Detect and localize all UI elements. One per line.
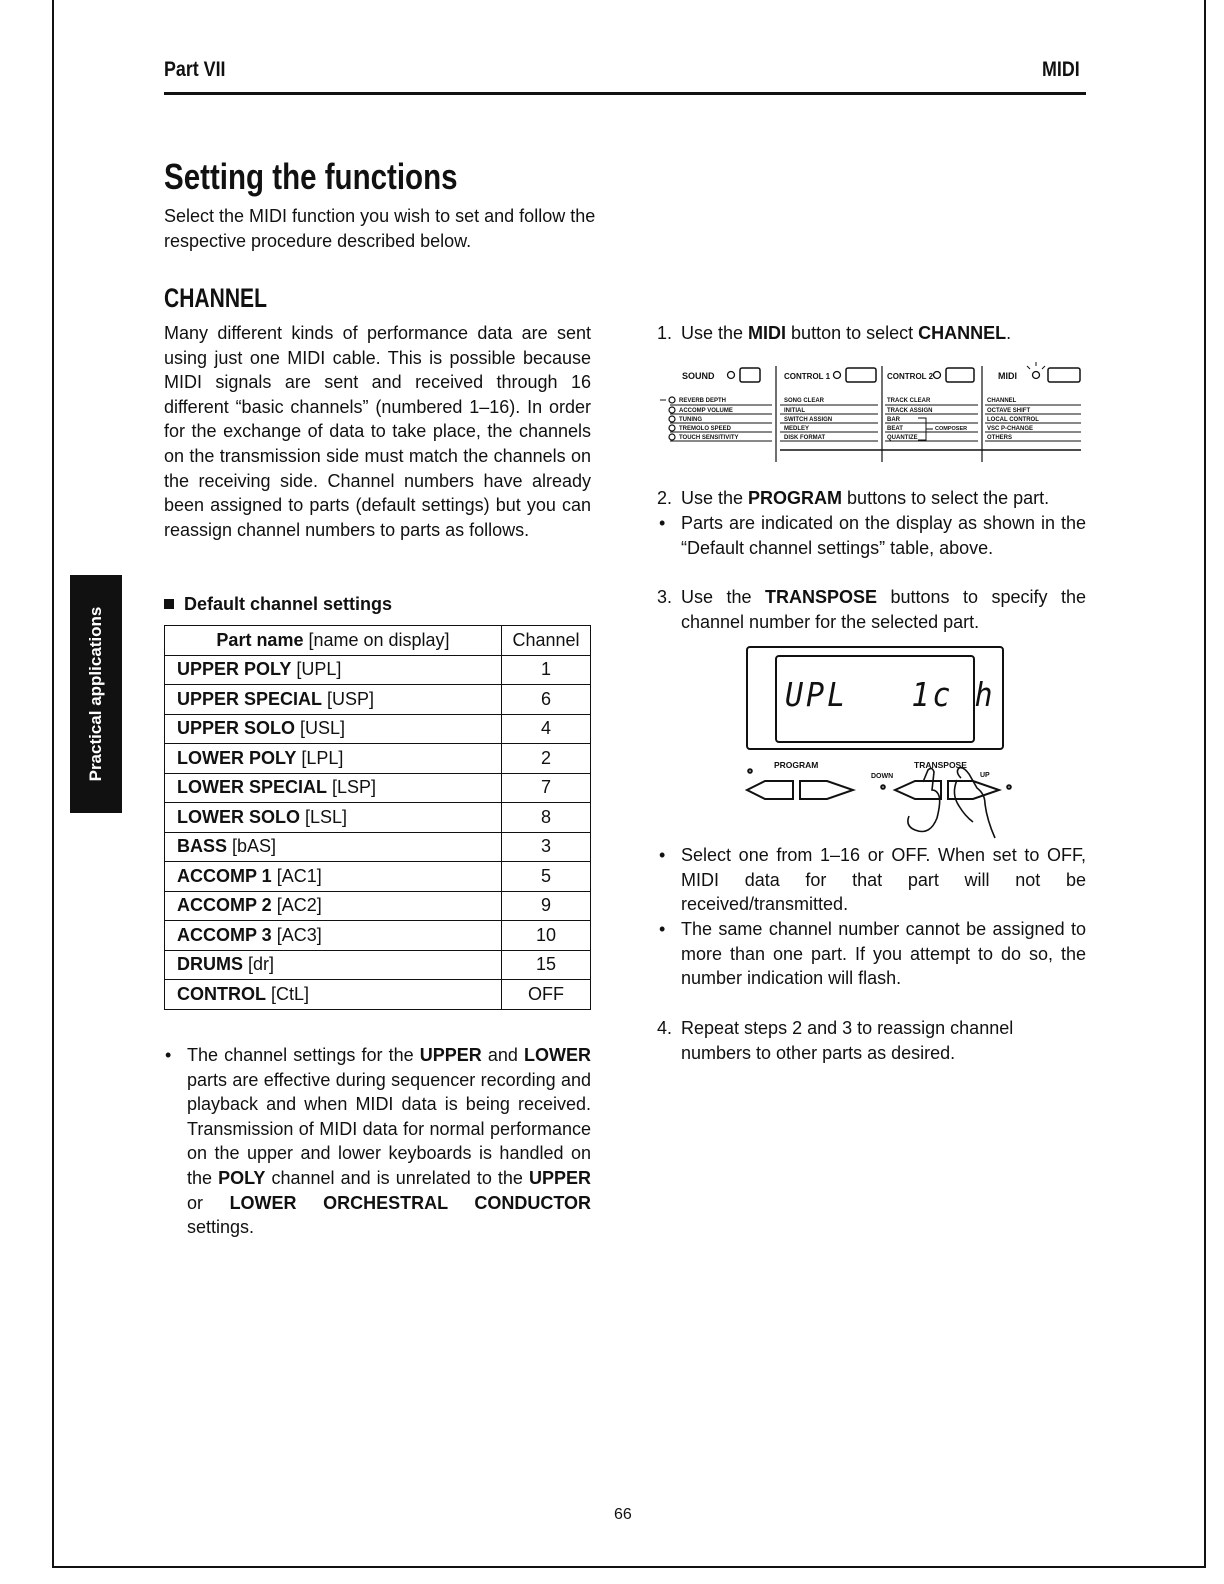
panel-col1-item: REVERB DEPTH xyxy=(679,398,727,404)
program-label: PROGRAM xyxy=(774,760,819,770)
panel-col4-item: LOCAL CONTROL xyxy=(987,417,1039,423)
lcd-display-text: UPL 1c h xyxy=(785,676,996,715)
channel-note: • The channel settings for the UPPER and LOWER parts are effective during sequencer recording and playback and when MIDI data is being received. Transmission of MIDI data for normal performance on the upper and lower keyboards is handled on the POLY channel and is unrelated to the UPPER or LOWER ORCHESTRAL CONDUCTOR settings. xyxy=(165,1045,591,1238)
table-row xyxy=(165,862,591,892)
table-row xyxy=(165,950,591,980)
table-row xyxy=(165,773,591,803)
table-row xyxy=(165,655,591,685)
panel-col4-item: OCTAVE SHIFT xyxy=(987,408,1031,414)
step-3-bullet-2: • The same channel number cannot be assigned to more than one part. If you attempt to do so, the number indication will flash. xyxy=(659,919,1086,989)
channel-paragraph: Many different kinds of performance data are sent using just one MIDI cable. This is possible because MIDI signals are sent and received through 16 different “basic channels” (numbered 1–16). In order for the exchange of data to take place, the channels on the transmission side must match the channels on the receiving side. Channel numbers have already been assigned to parts (default settings) but you can reassign channel numbers to parts as follows. xyxy=(164,323,591,540)
channel-cell: OFF xyxy=(502,980,591,1010)
table-row xyxy=(165,803,591,833)
bullet-dot-icon: • xyxy=(165,1045,172,1065)
program-transpose-buttons xyxy=(745,760,1015,850)
up-label: UP xyxy=(980,772,990,779)
panel-col3-item: TRACK CLEAR xyxy=(887,398,931,404)
transpose-label: TRANSPOSE xyxy=(914,760,967,770)
table-title-text: Default channel settings xyxy=(184,594,393,614)
panel-col4-item: CHANNEL xyxy=(987,398,1017,404)
page-frame-right xyxy=(1204,0,1206,1568)
panel-col4-item: VSC P-CHANGE xyxy=(987,426,1034,432)
side-tab xyxy=(70,575,122,813)
channel-cell: 6 xyxy=(502,685,591,715)
part-name-cell: DRUMS [dr] xyxy=(165,950,502,980)
bullet-dot-icon: • xyxy=(659,845,666,865)
step-2-bullet: • Parts are indicated on the display as shown in the “Default channel settings” table, above. xyxy=(659,513,1086,558)
channel-heading: CHANNEL xyxy=(164,283,267,313)
table-title xyxy=(164,594,392,615)
channel-cell: 15 xyxy=(502,950,591,980)
control-panel-diagram xyxy=(656,358,1086,468)
channel-table xyxy=(164,625,591,1010)
part-name-cell: UPPER SPECIAL [USP] xyxy=(165,685,502,715)
channel-cell: 10 xyxy=(502,921,591,951)
table-header-row xyxy=(165,626,591,656)
step-3-bullet-1: • Select one from 1–16 or OFF. When set to OFF, MIDI data for that part will not be received/transmitted. xyxy=(659,845,1086,915)
page-frame-bottom xyxy=(52,1566,1206,1568)
header-channel: Channel xyxy=(502,626,591,656)
panel-col1-item: TOUCH SENSITIVITY xyxy=(679,435,739,441)
page-title: Setting the functions xyxy=(164,156,458,197)
part-name-cell: ACCOMP 1 [AC1] xyxy=(165,862,502,892)
channel-cell: 9 xyxy=(502,891,591,921)
part-name-cell: LOWER POLY [LPL] xyxy=(165,744,502,774)
side-tab-label: Practical applications xyxy=(86,606,105,782)
channel-cell: 1 xyxy=(502,655,591,685)
panel-col1-item: TUNING xyxy=(679,417,702,423)
panel-group-midi: MIDI xyxy=(998,371,1017,381)
page-frame-left xyxy=(52,0,54,1568)
part-name-cell: LOWER SPECIAL [LSP] xyxy=(165,773,502,803)
page-number: 66 xyxy=(614,1506,632,1523)
square-bullet-icon xyxy=(164,599,174,609)
panel-col2-item: MEDLEY xyxy=(784,426,810,432)
bullet-dot-icon: • xyxy=(659,513,666,533)
panel-col2-item: DISK FORMAT xyxy=(784,435,826,441)
panel-col2-item: INITIAL xyxy=(784,408,805,414)
panel-group-control2: CONTROL 2 xyxy=(887,372,934,381)
panel-col3-item: QUANTIZE xyxy=(887,435,918,441)
part-name-cell: ACCOMP 3 [AC3] xyxy=(165,921,502,951)
panel-group-sound: SOUND xyxy=(682,371,715,381)
part-name-cell: LOWER SOLO [LSL] xyxy=(165,803,502,833)
header-part: Part VII xyxy=(164,58,226,81)
part-name-cell: CONTROL [CtL] xyxy=(165,980,502,1010)
part-name-cell: UPPER POLY [UPL] xyxy=(165,655,502,685)
program-down-button xyxy=(747,781,793,799)
table-row xyxy=(165,832,591,862)
panel-col1-item: ACCOMP VOLUME xyxy=(679,408,733,414)
header-section: MIDI xyxy=(1042,58,1080,81)
down-label: DOWN xyxy=(871,773,894,780)
panel-col1-item: TREMOLO SPEED xyxy=(679,426,732,432)
table-row xyxy=(165,685,591,715)
channel-cell: 2 xyxy=(502,744,591,774)
part-name-cell: BASS [bAS] xyxy=(165,832,502,862)
part-name-cell: ACCOMP 2 [AC2] xyxy=(165,891,502,921)
header-rule xyxy=(164,92,1086,95)
bullet-dot-icon: • xyxy=(659,919,666,939)
table-row xyxy=(165,744,591,774)
part-name-cell: UPPER SOLO [USL] xyxy=(165,714,502,744)
table-row xyxy=(165,891,591,921)
panel-col3-item: TRACK ASSIGN xyxy=(887,408,933,414)
channel-cell: 5 xyxy=(502,862,591,892)
header-part-name: Part name [name on display] xyxy=(165,626,502,656)
table-row xyxy=(165,714,591,744)
panel-group-control1: CONTROL 1 xyxy=(784,372,831,381)
table-row xyxy=(165,921,591,951)
panel-col3-item: BAR xyxy=(887,417,900,423)
panel-col3-item: BEAT xyxy=(887,426,903,432)
panel-col2-item: SONG CLEAR xyxy=(784,398,825,404)
channel-cell: 7 xyxy=(502,773,591,803)
channel-cell: 8 xyxy=(502,803,591,833)
channel-cell: 4 xyxy=(502,714,591,744)
intro-text: Select the MIDI function you wish to set and follow the respective procedure described below. xyxy=(164,206,596,251)
step-3: 3. Use the TRANSPOSE buttons to specify the channel number for the selected part. xyxy=(657,587,1086,632)
step-2: 2. Use the PROGRAM buttons to select the part. xyxy=(657,488,1050,508)
panel-col4-item: OTHERS xyxy=(987,435,1013,441)
step-4: 4. Repeat steps 2 and 3 to reassign channel numbers to other parts as desired. xyxy=(657,1018,1014,1063)
program-up-button xyxy=(800,781,853,799)
panel-col2-item: SWITCH ASSIGN xyxy=(784,417,833,423)
table-row xyxy=(165,980,591,1010)
channel-cell: 3 xyxy=(502,832,591,862)
panel-composer-label: COMPOSER xyxy=(935,426,968,432)
step-1: 1. Use the MIDI button to select CHANNEL. xyxy=(657,323,1012,343)
